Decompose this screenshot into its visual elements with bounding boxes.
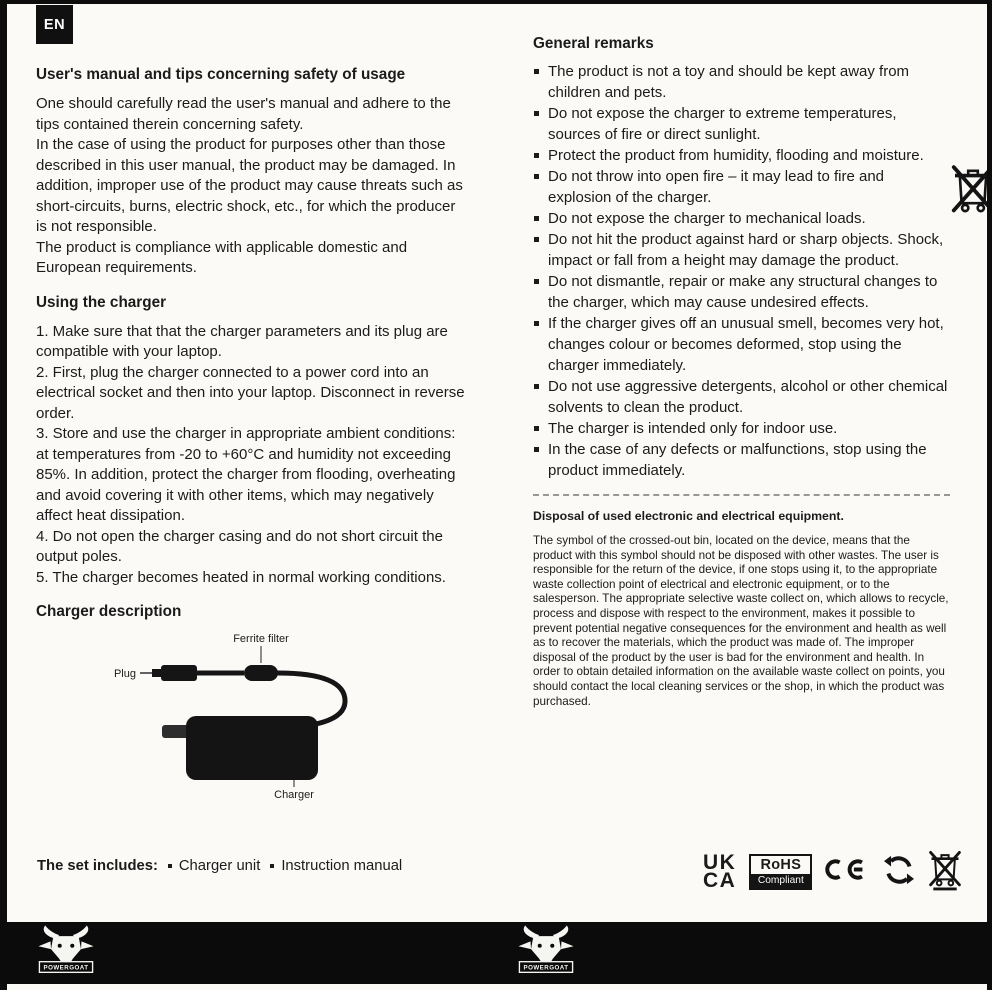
charger-label: Charger [274,789,314,801]
description-section-title: Charger description [36,603,182,620]
recycling-icon [884,855,914,890]
language-badge-en: EN [36,5,73,44]
output-connector [162,725,190,738]
ukca-mark [703,850,737,892]
set-includes-item-2: Instruction manual [260,858,402,874]
ferrite-filter [244,665,278,681]
remark-item: The product is not a toy and should be kept away from children and pets. [533,61,950,103]
plug-tip [152,669,161,677]
ukca-ca-text: CA [703,869,737,892]
page-edge-right [987,0,992,990]
general-remarks-title: General remarks [533,35,654,52]
plug-label: Plug [113,668,136,680]
using-section-title: Using the charger [36,293,167,311]
powergoat-logo [517,924,575,982]
page-edge-top [0,0,992,4]
set-includes-label: The set includes: [37,858,158,874]
rohs-label: RoHS [760,857,802,873]
set-includes-item-1: Charger unit [158,858,260,874]
disposal-title: Disposal of used electronic and electrical equipment. [533,509,844,523]
remark-item: Do not dismantle, repair or make any structural changes to the charger, which may cause undesired effects. [533,271,950,313]
left-column [36,64,469,809]
compliance-marks [703,847,963,897]
rohs-compliant-label: Compliant [751,874,810,888]
safety-paragraph-2: In the case of using the product for purposes other than those described in this user manual, the product may be damaged. In addition, improper use of the product may cause threats such as short-circuits, burns, electric shock, etc., for which the producer is not responsible. [36,136,463,235]
disposal-body: The symbol of the crossed-out bin, located on the device, means that the product with this symbol should not be disposed with other wastes. The user is responsible for the return of the device, if one stops using it, to the appropriate waste collection point of electrical and electronic equipment, or to the salesperson. The appropriate selective waste collect on, which allows to recycle, process and dispose with respect to the environment, makes it possible to prevent potential negative consequences for the environment and health as well as to recover the materials, which the product was made of. The improper disposal of the product by the user is bad for the environment and health. In order to obtain detailed information on the available waste collect on points, you should contact the local cleaning services or the shop, in which the product was purchased. [533,534,949,708]
charger-step-2: 2. First, plug the charger connected to a power cord into an electrical socket and then into your laptop. Disconnect in reverse order. [36,363,465,422]
right-column [533,33,950,709]
rohs-mark [749,854,812,890]
general-remarks-list [533,61,950,481]
powergoat-wordmark: POWERGOAT [43,964,89,972]
ferrite-filter-label: Ferrite filter [233,633,289,645]
safety-paragraph-1: One should carefully read the user's manual and adhere to the tips contained therein concerning safety. [36,95,451,133]
safety-section-title: User's manual and tips concerning safety of usage [36,66,406,83]
charger-step-3: 3. Store and use the charger in appropriate ambient conditions: at temperatures from -20 to +60°C and humidity not exceeding 85%. In addition, protect the charger from flooding, overheating and avoid covering it with other items, which may negatively affect heat dissipation. [36,425,456,524]
remark-item: Do not throw into open fire – it may lead to fire and explosion of the charger. [533,166,950,208]
remark-item: In the case of any defects or malfunctions, stop using the product immediately. [533,439,950,481]
remark-item: Do not expose the charger to extreme temperatures, sources of fire or direct sunlight. [533,103,950,145]
charger-step-1: 1. Make sure that that the charger parameters and its plug are compatible with your laptop. [36,322,448,360]
ukca-uk-text: UK [703,850,737,874]
remark-item: Protect the product from humidity, flooding and moisture. [533,145,950,166]
remark-item: Do not hit the product against hard or sharp objects. Shock, impact or fall from a height may damage the product. [533,229,950,271]
charger-body [186,716,318,780]
charger-step-5: 5. The charger becomes heated in normal working conditions. [36,568,446,586]
footer-bar [0,922,992,984]
charger-diagram [36,630,469,809]
set-includes [37,858,402,874]
crossed-out-bin-icon [927,847,963,897]
charger-step-4: 4. Do not open the charger casing and do not short circuit the output poles. [36,527,443,565]
powergoat-wordmark: POWERGOAT [523,964,569,972]
remark-item: Do not use aggressive detergents, alcohol or other chemical solvents to clean the product. [533,376,950,418]
powergoat-logo [37,924,95,982]
page-edge-left [0,0,7,990]
dashed-divider [533,494,950,496]
plug-body [161,665,197,681]
ce-mark-icon [825,853,871,891]
remark-item: The charger is intended only for indoor use. [533,418,950,439]
remark-item: Do not expose the charger to mechanical loads. [533,208,950,229]
remark-item: If the charger gives off an unusual smell, becomes very hot, changes colour or becomes deformed, stop using the charger immediately. [533,313,950,376]
crossed-out-bin-icon [949,150,992,235]
safety-paragraph-3: The product is compliance with applicable domestic and European requirements. [36,238,408,276]
